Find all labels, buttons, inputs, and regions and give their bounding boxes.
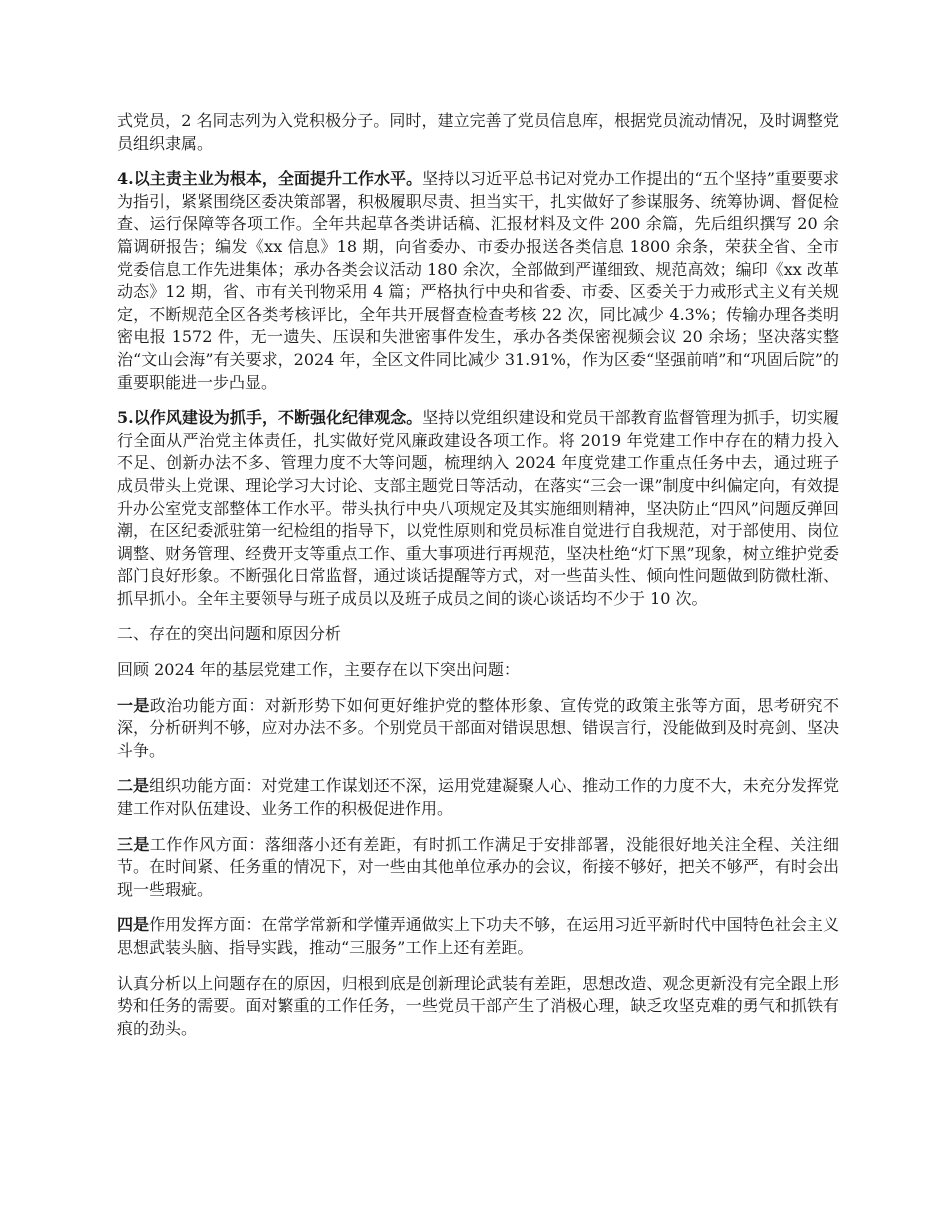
paragraph-4-body: 坚持以习近平总书记对党办工作提出的“五个坚持”重要要求为指引，紧紧围绕区委决策部署，积极履职尽责、担当实干，扎实做好了参谋服务、统筹协调、督促检查、运行保障等各项工作。全年共起草各类讲话稿、汇报材料及文件 200 余篇，先后组织撰写 20 余篇调研报告；编发《xx 信息》18 期，向省委办、市委办报送各类信息 1800 余条，荣获全省、全市党委信息工作先进集体；承办各类会议活动 180 余次，全部做到严谨细致、规范高效；编印《xx 改革动态》12 期，省、市有关刊物采用 4 篇；严格执行中央和省委、市委、区委关于力戒形式主义有关规定，不断规范全区各类考核评比，全年共开展督查检查考核 22 次，同比减少 4.3%；传输办理各类明密电报 1572 件，无一遗失、压误和失泄密事件发生，承办各类保密视频会议 20 余场；坚决落实整治“文山会海”有关要求，2024 年，全区文件同比减少 31.91%，作为区委“坚强前哨”和“巩固后院”的重要职能进一步凸显。 — [117, 169, 839, 392]
issue-3 — [117, 834, 839, 902]
issue-4 — [117, 914, 839, 959]
issue-2-label: 二是 — [117, 776, 150, 796]
section-2-heading: 二、存在的突出问题和原因分析 — [117, 624, 342, 644]
issue-1 — [117, 695, 839, 763]
issue-3-body: 工作作风方面：落细落小还有差距，有时抓工作满足于安排部署，没能很好地关注全程、关注细节。在时间紧、任务重的情况下，对一些由其他单位承办的会议，衔接不够好，把关不够严，有时会出现一些瑕疵。 — [117, 834, 839, 899]
paragraph-5-body: 坚持以党组织建设和党员干部教育监督管理为抓手，切实履行全面从严治党主体责任，扎实做好党风廉政建设各项工作。将 2019 年党建工作中存在的精力投入不足、创新办法不多、管理力度不大等问题，梳理纳入 2024 年度党建工作重点任务中去，通过班子成员带头上党课、理论学习大讨论、支部主题党日等活动，在落实“三会一课”制度中纠偏定向，有效提升办公室党支部整体工作水平。带头执行中央八项规定及其实施细则精神，坚决防止“四风”问题反弹回潮，在区纪委派驻第一纪检组的指导下，以党性原则和党员标准自觉进行自我规范，对于部使用、岗位调整、财务管理、经费开支等重点工作、重大事项进行再规范，坚决杜绝“灯下黑”现象，树立维护党委部门良好形象。不断强化日常监督，通过谈话提醒等方式，对一些苗头性、倾向性问题做到防微杜渐、抓早抓小。全年主要领导与班子成员以及班子成员之间的谈心谈话均不少于 10 次。 — [117, 408, 839, 608]
paragraph-4-heading: 4.以主责主业为根本，全面提升工作水平。 — [117, 169, 423, 189]
document-page — [117, 110, 839, 1053]
paragraph-5 — [117, 407, 839, 610]
issue-2-body: 组织功能方面：对党建工作谋划还不深，运用党建凝聚人心、推动工作的力度不大，未充分发挥党建工作对队伍建设、业务工作的积极促进作用。 — [117, 776, 839, 819]
paragraph-5-heading: 5.以作风建设为抓手，不断强化纪律观念。 — [117, 408, 423, 428]
cause-analysis-paragraph: 认真分析以上问题存在的原因，归根到底是创新理论武装有差距，思想改造、观念更新没有完全跟上形势和任务的需要。面对繁重的工作任务，一些党员干部产生了消极心理，缺乏攻坚克难的勇气和抓铁有痕的劲头。 — [117, 973, 839, 1038]
issue-2 — [117, 775, 839, 820]
paragraph-4 — [117, 168, 839, 394]
issue-1-label: 一是 — [117, 695, 150, 715]
issue-4-label: 四是 — [117, 915, 150, 935]
issue-3-label: 三是 — [117, 834, 150, 854]
section-2-intro: 回顾 2024 年的基层党建工作，主要存在以下突出问题： — [117, 660, 520, 680]
issue-1-body: 政治功能方面：对新形势下如何更好维护党的整体形象、宣传党的政策主张等方面，思考研究不深，分析研判不够，应对办法不多。个别党员干部面对错误思想、错误言行，没能做到及时亮剑、坚决斗争。 — [117, 695, 839, 760]
intro-paragraph: 式党员，2 名同志列为入党积极分子。同时，建立完善了党员信息库，根据党员流动情况，及时调整党员组织隶属。 — [117, 111, 839, 153]
issue-4-body: 作用发挥方面：在常学常新和学懂弄通做实上下功夫不够，在运用习近平新时代中国特色社会主义思想武装头脑、指导实践，推动“三服务”工作上还有差距。 — [117, 915, 839, 957]
